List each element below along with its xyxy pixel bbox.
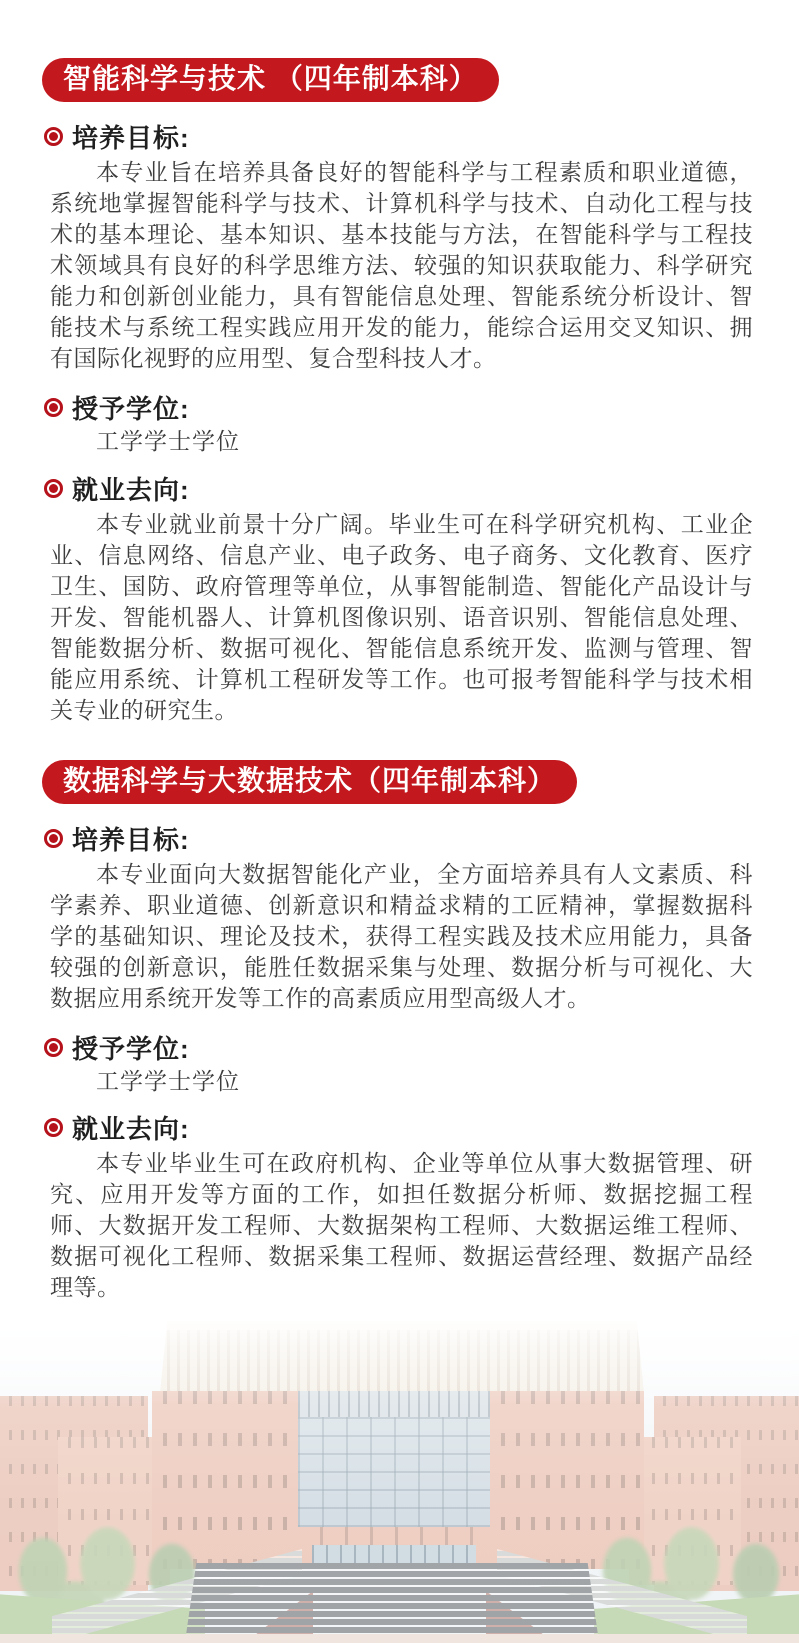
spacer — [0, 1096, 799, 1103]
section-heading-label: 就业去向: — [72, 1114, 190, 1144]
section-heading-label: 培养目标: — [72, 824, 190, 855]
program-2-objective-text: 本专业面向大数据智能化产业，全方面培养具有人文素质、科学素养、职业道德、创新意识和精益求精的工匠精神，掌握数据科学的基础知识、理论及技术，获得工程实践及技术应用能力，具备较强的创新意识，能胜任数据采集与处理、数据分析与可视化、大数据应用系统开发等工作的高素质应用型高级人才。 — [50, 860, 753, 1011]
program-2-degree-value: 工学学士学位 — [96, 1067, 240, 1094]
program-1-title-banner: 智能科学与技术 （四年制本科） — [42, 58, 499, 102]
spacer — [0, 456, 799, 463]
campus-building-photo — [0, 1313, 799, 1643]
program-1-degree-heading — [44, 393, 799, 425]
program-1-employment-heading — [44, 474, 799, 503]
program-1-degree-value: 工学学士学位 — [96, 428, 240, 455]
target-bullet-icon — [44, 829, 63, 848]
section-heading-label: 授予学位: — [72, 1033, 190, 1064]
program-2-employment-heading — [44, 1113, 799, 1142]
section-heading-label: 培养目标: — [72, 123, 190, 154]
spacer — [0, 1014, 799, 1023]
target-bullet-icon — [44, 479, 63, 498]
section-heading-label: 就业去向: — [72, 474, 190, 505]
program-1-objective-heading — [44, 122, 799, 154]
program-2-title-banner: 数据科学与大数据技术（四年制本科） — [42, 760, 577, 804]
program-1-employment-text: 本专业就业前景十分广阔。毕业生可在科学研究机构、工业企业、信息网络、信息产业、电子政务、电子商务、文化教育、医疗卫生、国防、政府管理等单位，从事智能制造、智能化产品设计与开发、智能机器人、计算机图像识别、语音识别、智能信息处理、智能数据分析、数据可视化、智能信息系统开发、监测与管理、智能应用系统、计算机工程研发等工作。也可报考智能科学与技术相关专业的研究生。 — [50, 510, 753, 723]
program-1-objective-text: 本专业旨在培养具备良好的智能科学与工程素质和职业道德，系统地掌握智能科学与技术、计算机科学与技术、自动化工程与技术的基本理论、基本知识、基本技能与方法，在智能科学与工程技术领域具有良好的科学思维方法、较强的知识获取能力、科学研究能力和创新创业能力，具有智能信息处理、智能系统分析设计、智能技术与系统工程实践应用开发的能力，能综合运用交叉知识、拥有国际化视野的应用型、复合型科技人才。 — [50, 159, 753, 372]
program-2-degree-heading — [44, 1033, 799, 1062]
target-bullet-icon — [44, 1118, 63, 1137]
spacer — [0, 374, 799, 383]
target-bullet-icon — [44, 1038, 63, 1057]
target-bullet-icon — [44, 398, 63, 417]
target-bullet-icon — [44, 127, 63, 146]
program-2-employment-text: 本专业毕业生可在政府机构、企业等单位从事大数据管理、研究、应用开发等方面的工作，如担任数据分析师、数据挖掘工程师、大数据开发工程师、大数据架构工程师、大数据运维工程师、数据可视化工程师、数据采集工程师、数据运营经理、数据产品经理等。 — [50, 1150, 753, 1300]
program-2-objective-heading — [44, 824, 799, 853]
white-fade-overlay — [0, 1313, 799, 1643]
section-heading-label: 授予学位: — [72, 394, 190, 425]
